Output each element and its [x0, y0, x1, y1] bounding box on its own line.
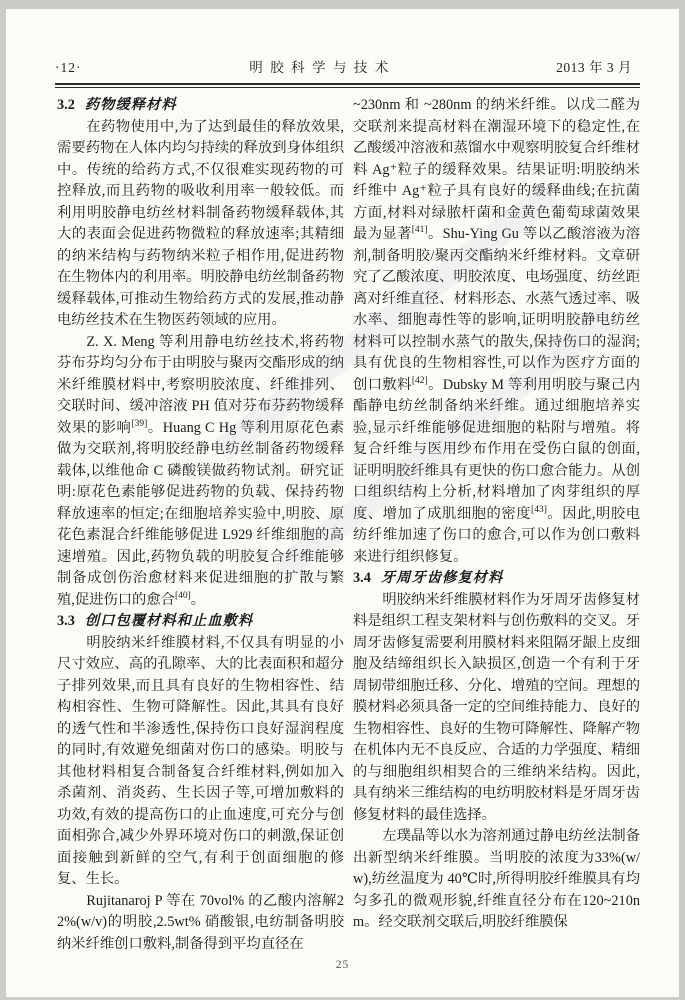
paragraph: 左璞晶等以水为溶剂通过静电纺丝法制备出新型纳米纤维膜。当明胶的浓度为33%(w/w),纺丝温度为 40℃时,所得明胶纤维膜具有均匀多孔的微观形貌,纤维直径分布在120~210nm。经交联剂交联后,明胶纤维膜保 [353, 828, 640, 930]
journal-title: 明胶科学与技术 [249, 60, 396, 75]
column-left [57, 95, 345, 952]
page-header [55, 56, 632, 76]
section-title: 药物缓释材料 [84, 97, 177, 113]
section-title: 牙周牙齿修复材料 [380, 570, 504, 586]
paragraph: 在药物使用中,为了达到最佳的释放效果,需要药物在人体内均匀持续的释放到身体组织中。传统的给药方式,不仅很难实现药物的可控释放,而且药物的吸收利用率一般较低。而利用明胶静电纺丝材料制备药物缓释载体,其大的表面会促进药物微粒的释放速率;其精细的纳米结构与药物纳米粒子相作用,促进药物在生物体内的利用率。明胶静电纺丝制备药物缓释载体,可推动生物给药方式的发展,推动静电纺丝技术在生物医药领域的应用。 [57, 118, 344, 328]
header-page-number: ·12· [55, 60, 82, 75]
paragraph: Z. X. Meng 等利用静电纺丝技术,将药物芬布芬均匀分布于由明胶与聚丙交酯形成的纳米纤维膜材料中,考察明胶浓度、纤维排列、交联时间、缓冲溶液 PH 值对芬布芬药物缓释效果的影响[39]。Huang C Hg 等利用原花色素做为交联剂,将明胶经静电纺丝制备药物缓释载体,以维他命 C 磷酸镁做药物试剂。研究证明:原花色素能够促进药物的负载、保持药物释放速率的恒定;在细胞培养实验中,明胶、原花色素混合纤维能够促进 L929 纤维细胞的高速增殖。因此,药物负载的明胶复合纤维能够制备成创伤治愈材料来促进细胞的扩散与繁殖,促进伤口的愈合[40]。 [57, 333, 345, 608]
paragraph: 明胶纳米纤维膜材料,不仅具有明显的小尺寸效应、高的孔隙率、大的比表面积和超分子排列效果,而且具有良好的生物相容性、结构相容性、生物可降解性。因此,其具有良好的透气性和半渗透性,保持伤口良好湿润程度的同时,有效避免细菌对伤口的感染。明胶与其他材料相复合制备复合纤维材料,例如加入杀菌剂、消炎药、生长因子等,可增加敷料的功效,有效的提高伤口的止血速度,可充分与创面相弥合,减少外界环境对伤口的刺激,保证创面接触到新鲜的空气,有利于创面细胞的修复、生长。 [57, 634, 344, 887]
header-date: 2013 年 3 月 [556, 60, 632, 75]
section-heading [353, 568, 640, 590]
section-heading [57, 611, 344, 633]
paragraph: 明胶纳米纤维膜材料作为牙周牙齿修复材料是组织工程支架材料与创伤敷料的交叉。牙周牙齿修复需要利用膜材料来阻隔牙龈上皮细胞及结缔组织长入缺损区,创造一个有利于牙周韧带细胞迁移、分化、增殖的空间。理想的膜材料必须具备一定的空间维持能力、良好的生物相容性、良好的生物可降解性、降解产物在机体内无不良反应、合适的力学强度、精细的与细胞组织相契合的三维纳米结构。因此,具有纳米三维结构的电纺明胶材料是牙周牙齿修复材料的最佳选择。 [353, 591, 640, 823]
section-number: 3.2 [57, 97, 75, 113]
section-number: 3.4 [353, 570, 371, 586]
section-number: 3.3 [57, 613, 75, 629]
section-title: 创口包覆材料和止血敷料 [84, 613, 254, 629]
paragraph: Rujitanaroj P 等在 70vol% 的乙酸内溶解22%(w/v)的明胶,2.5wt% 硝酸银,电纺制备明胶纳米纤维创口敷料,制备得到平均直径在 [57, 892, 344, 952]
column-right [353, 95, 640, 937]
section-heading [57, 95, 344, 117]
page [6, 9, 679, 997]
text-columns [57, 95, 641, 952]
footer-page-number: 25 [335, 959, 350, 971]
paragraph: ~230nm 和 ~280nm 的纳米纤维。以戊二醛为交联剂来提高材料在潮湿环境下的稳定性,在乙酸缓冲溶液和蒸馏水中观察明胶复合纤维材料 Ag⁺粒子的缓释效果。结果证明:明胶纳米纤维中 Ag⁺粒子具有良好的缓释曲线;在抗菌方面,材料对绿脓杆菌和金黄色葡萄球菌效果最为显著[41]。Shu-Ying Gu 等以乙酸溶液为溶剂,制备明胶/聚丙交酯纳米纤维材料。文章研究了乙酸浓度、明胶浓度、电场强度、纺丝距离对纤维直径、材料形态、水蒸气透过率、吸水率、细胞毒性等的影响,证明明胶静电纺丝材料可以控制水蒸气的散失,保持伤口的湿润;具有优良的生物相容性,可以作为医疗方面的创口敷料[42]。Dubsky M 等利用明胶与聚己内酯静电纺丝制备纳米纤维。通过细胞培养实验,显示纤维能够促进细胞的粘附与增殖。将复合纤维与医用纱布作用在受伤白鼠的创面,证明明胶纤维具有更快的伤口愈合能力。从创口组织结构上分析,材料增加了肉芽组织的厚度、增加了成肌细胞的密度[43]。因此,明胶电纺纤维加速了伤口的愈合,可以作为创口敷料来进行组织修复。 [353, 97, 641, 565]
header-rule [55, 83, 640, 88]
